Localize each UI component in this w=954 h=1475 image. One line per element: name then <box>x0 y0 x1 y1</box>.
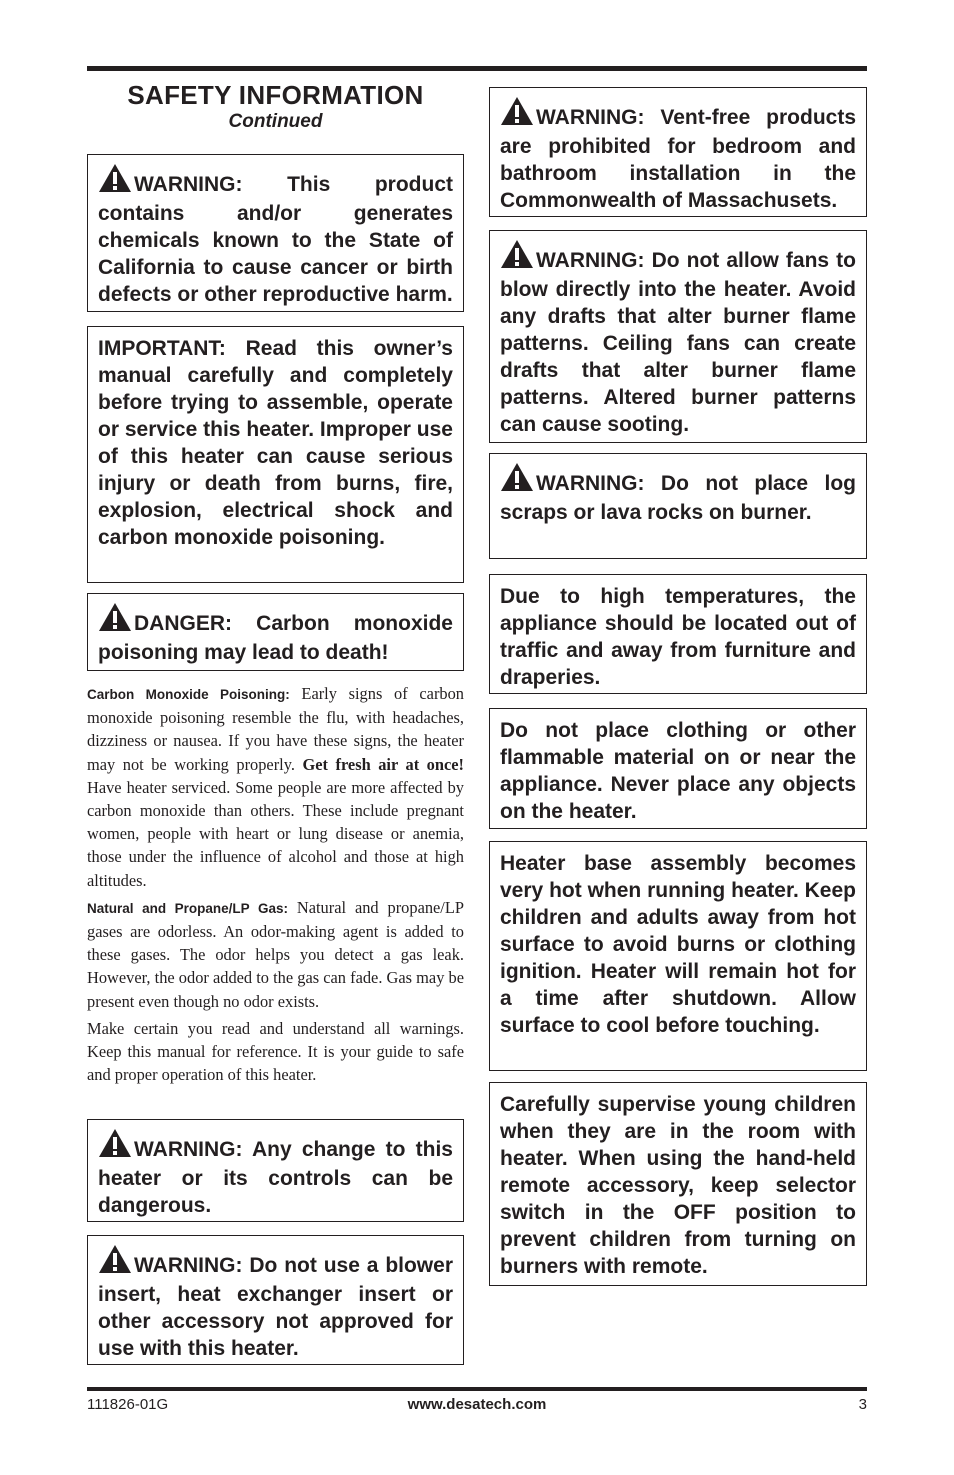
warning-triangle-icon <box>98 602 132 639</box>
page-title: SAFETY INFORMATION <box>127 80 424 110</box>
warning-change-box <box>87 1119 464 1222</box>
warning-logs-box <box>489 453 867 559</box>
warning-label: WARNING: <box>134 1138 243 1161</box>
clothing-text: Do not place clothing or other flammable material on or near the appliance. Never place any objects on the heater. <box>500 719 856 823</box>
danger-text: Carbon monoxide poisoning may lead to death! <box>98 612 453 664</box>
section-header <box>87 80 464 134</box>
bottom-rule <box>87 1387 867 1391</box>
warning-label: WARNING: <box>134 173 243 196</box>
body-paragraphs <box>87 682 464 1090</box>
warning-text: Any change to this heater or its controls can be dangerous. <box>98 1138 453 1217</box>
warning-label: WARNING: <box>536 106 645 129</box>
warning-text: Do not allow fans to blow directly into the heater. Avoid any drafts that alter burner flame patterns. Ceiling fans can create drafts that alter burner flame patterns. Altered burner patterns can cause sooting. <box>500 249 856 436</box>
temperatures-box <box>489 574 867 694</box>
top-rule <box>87 66 867 71</box>
warning-triangle-icon <box>98 163 132 200</box>
warning-triangle-icon <box>500 462 534 499</box>
page-subtitle: Continued <box>228 111 323 132</box>
warning-triangle-icon <box>98 1244 132 1281</box>
warning-text: Do not use a blower insert, heat exchanger insert or other accessory not approved for use with this heater. <box>98 1254 453 1360</box>
warning-chemicals-box <box>87 154 464 312</box>
warning-blower-box <box>87 1235 464 1365</box>
co-lead: Carbon Monoxide Poisoning: <box>87 687 290 702</box>
read-paragraph: Make certain you read and understand all warnings. Keep this manual for reference. It is your guide to safe and proper operation of this heater. <box>87 1018 464 1085</box>
warning-text: Do not place log scraps or lava rocks on burner. <box>500 472 856 524</box>
warning-label: WARNING: <box>134 1254 243 1277</box>
warning-triangle-icon <box>500 96 534 133</box>
warning-label: WARNING: <box>536 472 645 495</box>
danger-box <box>87 593 464 671</box>
warning-text: Vent-free products are prohibited for bedroom and bathroom installation in the Commonwealth of Massachusets. <box>500 106 856 212</box>
base-assembly-text: Heater base assembly becomes very hot when running heater. Keep children and adults away from hot surface to avoid burns or clothing ignition. Heater will remain hot for a time after shutdown. Allow surface to cool before touching. <box>500 852 856 1037</box>
warning-massachusetts-box <box>489 87 867 217</box>
clothing-box <box>489 708 867 829</box>
co-text-2: Have heater serviced. Some people are more affected by carbon monoxide than others. These include pregnant women, people with heart or lung disease or anemia, those under the influence of alcohol and those at high altitudes. <box>87 777 464 890</box>
important-box <box>87 326 464 583</box>
danger-label: DANGER: <box>134 612 232 635</box>
co-bold: Get fresh air at once! <box>302 754 464 774</box>
co-text-1: Early signs of carbon monoxide poisoning resemble the flu, with headaches, dizziness or nausea. If you have these signs, the heater may not be working properly. <box>87 684 464 774</box>
gas-paragraph <box>87 896 464 1013</box>
co-paragraph <box>87 682 464 892</box>
part-number: 111826-01G <box>87 1396 169 1413</box>
base-assembly-box <box>489 841 867 1071</box>
gas-text: Natural and propane/LP gases are odorless. An odor-making agent is added to these gases. The odor helps you detect a gas leak. However, the odor added to the gas can fade. Gas may be present even though no odor exists. <box>87 897 464 1011</box>
gas-lead: Natural and Propane/LP Gas: <box>87 900 288 916</box>
website: www.desatech.com <box>407 1396 547 1413</box>
warning-fans-box <box>489 230 867 443</box>
important-text: IMPORTANT: Read this owner’s manual carefully and completely before trying to assemble, operate or service this heater. Improper use of this heater can cause serious injury or death from burns, fire, explosion, electrical shock and carbon monoxide poisoning. <box>98 337 453 549</box>
supervise-box <box>489 1082 867 1286</box>
warning-label: WARNING: <box>536 249 645 272</box>
page-number: 3 <box>858 1396 867 1413</box>
warning-triangle-icon <box>500 239 534 276</box>
warning-triangle-icon <box>98 1128 132 1165</box>
temperatures-text: Due to high temperatures, the appliance should be located out of traffic and away from furniture and draperies. <box>500 585 856 689</box>
supervise-text: Carefully supervise young children when they are in the room with heater. When using the hand-held remote accessory, keep selector switch in the OFF position to prevent children from turning on burners with remote. <box>500 1093 856 1278</box>
warning-text: This product contains and/or generates chemicals known to the State of California to cause cancer or birth defects or other reproductive harm. <box>98 173 453 306</box>
